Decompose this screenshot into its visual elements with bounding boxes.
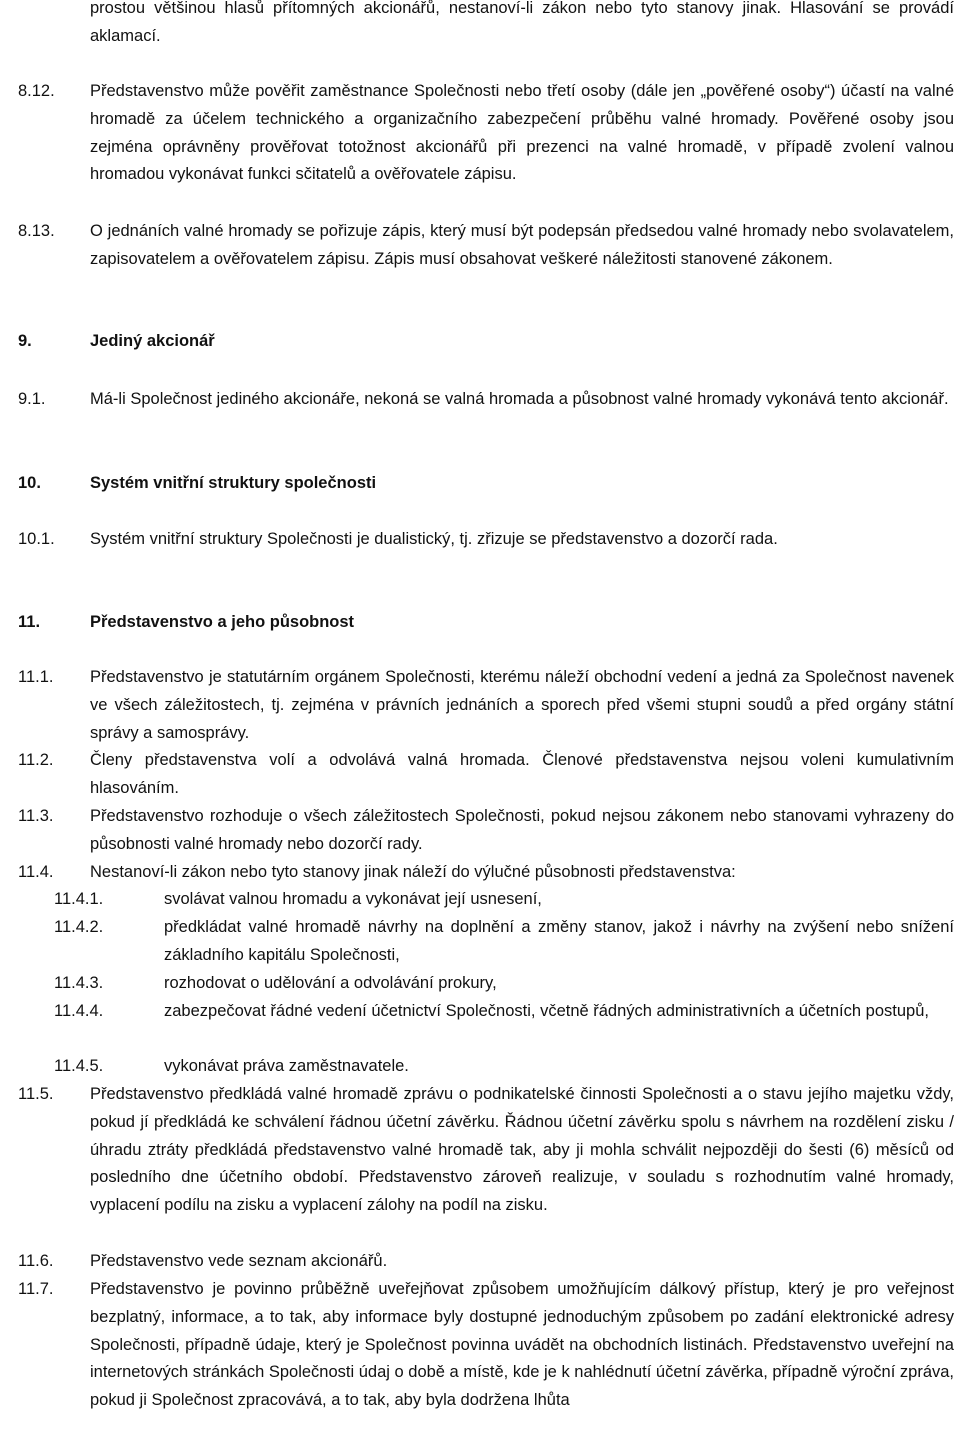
section-title: Systém vnitřní struktury společnosti — [90, 474, 377, 492]
clause-number: 11.6. — [18, 1252, 54, 1270]
section-number: 9. — [18, 332, 32, 350]
clause-8-13 — [18, 218, 954, 302]
clause-11-3 — [18, 803, 954, 859]
section-heading-10 — [18, 470, 954, 498]
clause-text: Nestanoví-li zákon nebo tyto stanovy jinak náleží do výlučné působnosti představenstva: — [90, 863, 736, 881]
section-number: 11. — [18, 613, 41, 631]
clause-number: 11.3. — [18, 807, 54, 825]
clause-11-7 — [18, 1276, 954, 1444]
section-title: Představenstvo a jeho působnost — [90, 613, 355, 631]
clause-text: Představenstvo předkládá valné hromadě zprávu o podnikatelské činnosti Společnosti a o stavu jejího majetku vždy, pokud jí předkládá ke schválení řádnou účetní závěrku. Řádnou účetní závěrku spolu s návrhem na rozdělení zisku / úhradu ztráty předkládá představenstvo valné hromadě tak, aby ji mohla schválit nejpozději do šesti (6) měsíců od posledního dne účetního období. Představenstvo zároveň realizuje, v souladu s rozhodnutím valné hromady, vyplacení podílu na zisku a vyplacení zálohy na podíl na zisku. — [90, 1085, 954, 1215]
clause-number: 11.5. — [18, 1085, 54, 1103]
section-heading-11 — [18, 609, 954, 637]
subclause-text: rozhodovat o udělování a odvolávání prokury, — [164, 974, 497, 992]
clause-8-12 — [18, 78, 954, 218]
subclause-11-4-3 — [18, 970, 954, 998]
section-heading-9 — [18, 328, 954, 356]
paragraph-continuation — [18, 0, 954, 51]
clause-text: Představenstvo je statutárním orgánem Společnosti, kterému náleží obchodní vedení a jedná za Společnost navenek ve všech záležitostech, tj. zejména v právních jednáních a sporech před všemi stupni soudů a před orgány státní správy a samosprávy. — [90, 668, 954, 742]
subclause-text: vykonávat práva zaměstnavatele. — [164, 1057, 409, 1075]
clause-number: 10.1. — [18, 530, 55, 548]
subclause-number: 11.4.4. — [54, 1002, 104, 1020]
clause-text: Má-li Společnost jediného akcionáře, nekoná se valná hromada a působnost valné hromady vykonává tento akcionář. — [90, 390, 949, 408]
subclause-number: 11.4.2. — [54, 918, 104, 936]
subclause-text: předkládat valné hromadě návrhy na doplnění a změny stanov, jakož i návrhy na zvýšení nebo snížení základního kapitálu Společnosti, — [164, 918, 954, 964]
subclause-11-4-1 — [18, 886, 954, 914]
clause-11-4 — [18, 859, 954, 887]
subclause-11-4-5 — [18, 1053, 954, 1081]
clause-number: 11.7. — [18, 1280, 54, 1298]
clause-number: 8.13. — [18, 222, 55, 240]
clause-number: 9.1. — [18, 390, 46, 408]
clause-text: Systém vnitřní struktury Společnosti je dualistický, tj. zřizuje se představenstvo a dozorčí rada. — [90, 530, 778, 548]
clause-number: 11.1. — [18, 668, 54, 686]
subclause-11-4-2 — [18, 914, 954, 970]
section-title: Jediný akcionář — [90, 332, 215, 350]
subclause-text: zabezpečovat řádné vedení účetnictví Společnosti, včetně řádných administrativních a účetních postupů, — [164, 1002, 929, 1020]
clause-text: Představenstvo rozhoduje o všech záležitostech Společnosti, pokud nejsou zákonem nebo stanovami vyhrazeny do působnosti valné hromady nebo dozorčí rady. — [90, 807, 954, 853]
clause-11-1 — [18, 664, 954, 748]
clause-11-2 — [18, 747, 954, 803]
clause-9-1 — [18, 386, 954, 442]
clause-text: O jednáních valné hromady se pořizuje zápis, který musí být podepsán předsedou valné hromady nebo svolavatelem, zapisovatelem a ověřovatelem zápisu. Zápis musí obsahovat veškeré náležitosti stanovené zákonem. — [90, 222, 954, 268]
clause-text: Představenstvo je povinno průběžně uveřejňovat způsobem umožňujícím dálkový přístup, který je pro veřejnost bezplatný, informace, a to tak, aby informace byly dostupné jednoduchým způsobem po zadání elektronické adresy Společnosti, případně údaje, který je Společnost povinna uvádět na obchodních listinách. Představenstvo uveřejní na internetových stránkách Společnosti údaj o době a místě, kde je k nahlédnutí účetní závěrka, případně výroční zpráva, pokud ji Společnost zpracovává, a to tak, aby byla dodržena lhůta — [90, 1280, 955, 1410]
subclause-number: 11.4.5. — [54, 1057, 104, 1075]
clause-number: 11.4. — [18, 863, 54, 881]
subclause-number: 11.4.1. — [54, 890, 104, 908]
subclause-number: 11.4.3. — [54, 974, 104, 992]
clause-text: Představenstvo vede seznam akcionářů. — [90, 1252, 388, 1270]
subclause-11-4-4 — [18, 998, 954, 1054]
subclause-text: svolávat valnou hromadu a vykonávat její usnesení, — [164, 890, 542, 908]
paragraph-text: prostou většinou hlasů přítomných akcionářů, nestanoví-li zákon nebo tyto stanovy jinak. Hlasování se provádí aklamací. — [90, 0, 954, 45]
clause-text: Představenstvo může pověřit zaměstnance Společnosti nebo třetí osoby (dále jen „pověřené osoby“) účastí na valné hromadě za účelem technického a organizačního zabezpečení průběhu valné hromady. Pověřené osoby jsou zejména oprávněny prověřovat totožnost akcionářů při prezenci na valné hromadě, v případě zvolení valnou hromadou vykonávat funkci sčitatelů a ověřovatele zápisu. — [90, 82, 954, 184]
clause-11-6 — [18, 1248, 954, 1276]
clause-number: 11.2. — [18, 751, 54, 769]
clause-10-1 — [18, 526, 954, 582]
clause-number: 8.12. — [18, 82, 55, 100]
clause-text: Členy představenstva volí a odvolává valná hromada. Členové představenstva nejsou voleni kumulativním hlasováním. — [90, 751, 954, 797]
section-number: 10. — [18, 474, 41, 492]
clause-11-5 — [18, 1081, 954, 1249]
